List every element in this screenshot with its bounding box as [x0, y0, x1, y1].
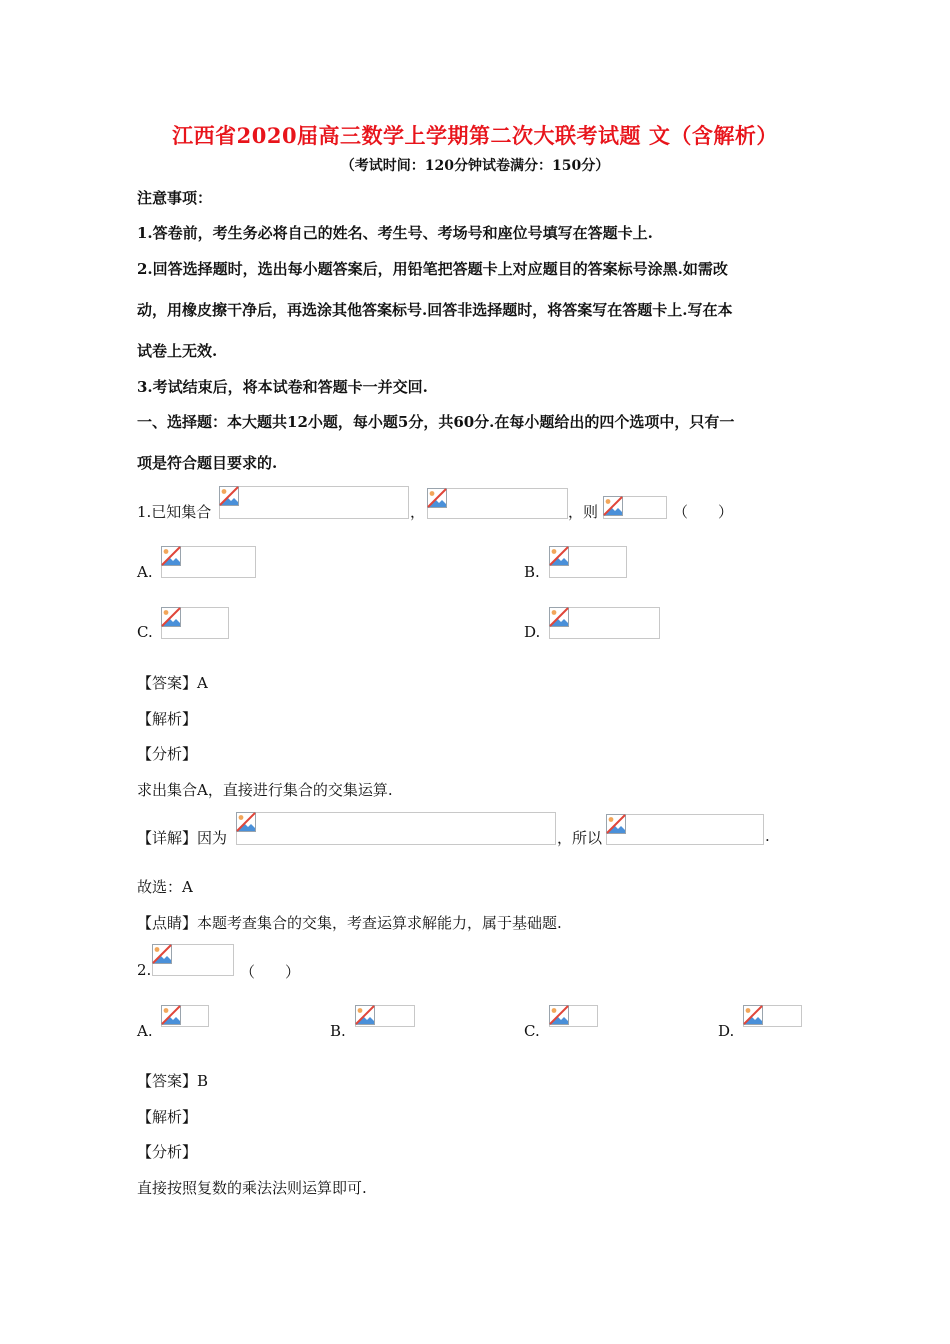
q1-option-a-label: A. — [137, 563, 153, 581]
exam-info: （考试时间：120分钟试卷满分：150分） — [340, 158, 610, 174]
q1-option-d-image — [549, 607, 660, 639]
q1-detail: 【详解】因为 — [137, 829, 228, 847]
broken-image-icon — [603, 496, 623, 516]
q2-option-d-label: D. — [718, 1022, 735, 1040]
q1-choice: 故选：A — [137, 878, 193, 896]
q2-option-b-label: B. — [330, 1022, 346, 1040]
q1-detail-end: . — [765, 827, 770, 845]
broken-image-icon — [161, 546, 181, 566]
broken-image-icon — [549, 607, 569, 627]
broken-image-icon — [161, 1005, 181, 1025]
broken-image-icon — [161, 607, 181, 627]
broken-image-icon — [355, 1005, 375, 1025]
section-heading-cont: 项是符合题目要求的. — [137, 454, 278, 472]
broken-image-icon — [549, 546, 569, 566]
q2-fenxi: 【分析】 — [137, 1143, 198, 1161]
q1-prefix: 1.已知集合 — [137, 503, 212, 521]
q2-option-a-label: A. — [137, 1022, 153, 1040]
q2-fenxi-text: 直接按照复数的乘法法则运算即可. — [137, 1179, 367, 1197]
section-heading: 一、选择题：本大题共12小题，每小题5分，共60分.在每小题给出的四个选项中，只有一 — [137, 413, 735, 431]
q1-option-c-image — [161, 607, 229, 639]
notice-heading: 注意事项： — [137, 189, 213, 207]
notice-item-1: 1.答卷前，考生务必将自己的姓名、考生号、考场号和座位号填写在答题卡上. — [137, 224, 653, 242]
q1-comment: 【点睛】本题考查集合的交集，考查运算求解能力，属于基础题. — [137, 914, 562, 932]
broken-image-icon — [427, 488, 447, 508]
q2-option-b-image — [355, 1005, 415, 1027]
q1-paren: （ ） — [673, 503, 734, 521]
q1-option-d-label: D. — [524, 623, 541, 641]
q1-option-a-image — [161, 546, 256, 578]
notice-item-2-end: 试卷上无效. — [137, 342, 218, 360]
document-title: 江西省2020届高三数学上学期第二次大联考试题 文（含解析） — [172, 123, 778, 148]
q2-option-d-image — [743, 1005, 802, 1027]
q1-option-c-label: C. — [137, 623, 153, 641]
formula-image — [606, 814, 764, 845]
q1-fenxi: 【分析】 — [137, 745, 198, 763]
notice-item-3: 3.考试结束后，将本试卷和答题卡一并交回. — [137, 378, 428, 396]
formula-image — [219, 486, 409, 519]
broken-image-icon — [236, 812, 256, 832]
notice-item-2-cont: 动，用橡皮擦干净后，再选涂其他答案标号.回答非选择题时，将答案写在答题卡上.写在本 — [137, 301, 733, 319]
q1-comma: ， — [410, 503, 426, 521]
broken-image-icon — [606, 814, 626, 834]
formula-image — [603, 496, 667, 519]
formula-image — [236, 812, 556, 845]
notice-item-2: 2.回答选择题时，选出每小题答案后，用铅笔把答题卡上对应题目的答案标号涂黑.如需改 — [137, 260, 728, 278]
q1-analysis: 【解析】 — [137, 710, 198, 728]
q2-paren: （ ） — [240, 963, 301, 981]
q2-answer: 【答案】B — [137, 1072, 209, 1090]
q1-option-b-image — [549, 546, 627, 578]
broken-image-icon — [152, 944, 172, 964]
q1-option-b-label: B. — [524, 563, 540, 581]
q2-option-c-image — [549, 1005, 598, 1027]
q2-option-a-image — [161, 1005, 209, 1027]
broken-image-icon — [219, 486, 239, 506]
broken-image-icon — [743, 1005, 763, 1025]
q1-then: ，则 — [568, 503, 599, 521]
q2-analysis: 【解析】 — [137, 1108, 198, 1126]
q1-answer: 【答案】A — [137, 674, 208, 692]
formula-image — [427, 488, 568, 519]
broken-image-icon — [549, 1005, 569, 1025]
q2-prefix: 2. — [137, 961, 152, 979]
q1-detail-so: ，所以 — [557, 829, 603, 847]
formula-image — [152, 944, 234, 976]
q1-fenxi-text: 求出集合A，直接进行集合的交集运算. — [137, 781, 393, 799]
q2-option-c-label: C. — [524, 1022, 540, 1040]
